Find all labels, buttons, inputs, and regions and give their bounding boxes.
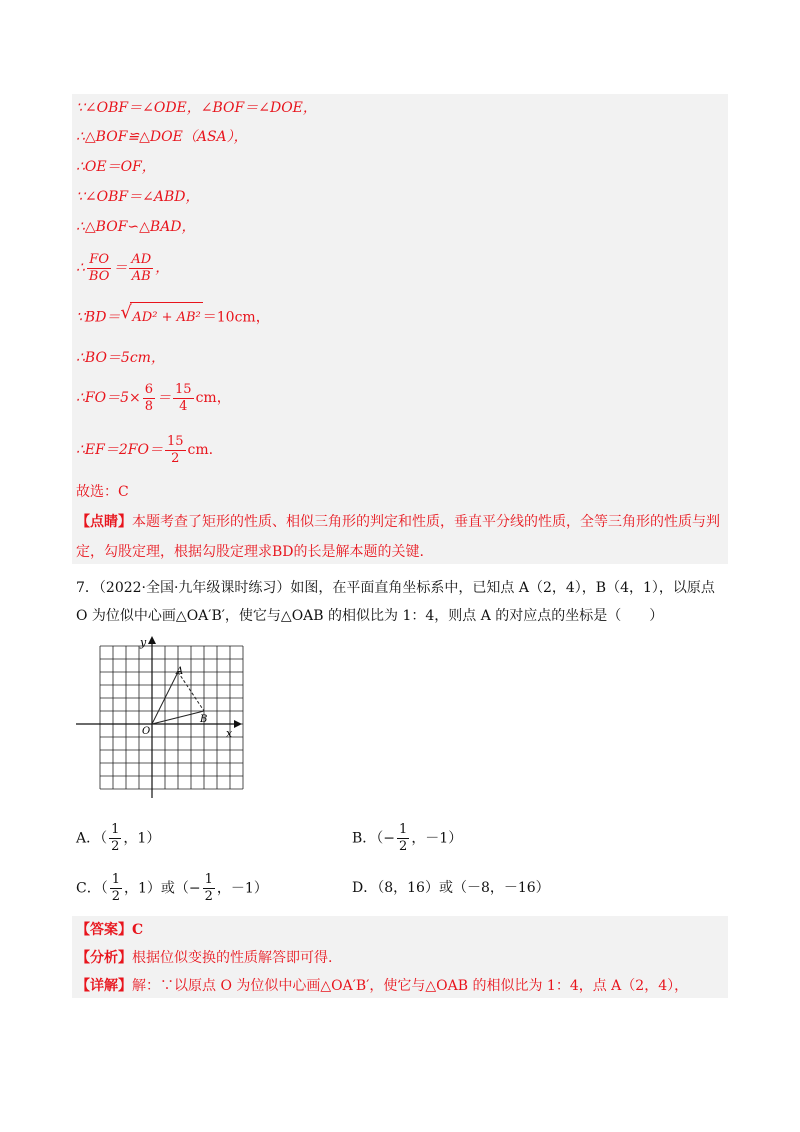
x-axis-arrow bbox=[234, 720, 242, 728]
option-c-label: C． bbox=[76, 880, 101, 897]
comment-line-1 bbox=[76, 512, 720, 532]
question-line-2: O 为位似中心画△OA′B′，使它与△OAB 的相似比为 1：4，则点 A 的对应点的坐标是（ ） bbox=[76, 608, 664, 624]
option-b-open: （− bbox=[376, 830, 396, 847]
y-axis-label: y bbox=[140, 636, 147, 649]
option-a bbox=[76, 822, 160, 855]
solution-line-1: ∵∠OBF＝∠ODE，∠BOF＝∠DOE， bbox=[76, 100, 317, 116]
option-b-label: B． bbox=[352, 830, 377, 847]
solution-line-8: ∴BO＝5cm， bbox=[76, 350, 165, 366]
frac-den: BO bbox=[88, 268, 110, 284]
option-d-text: （8，16）或（－8，－16） bbox=[377, 880, 550, 896]
l9-pre: ∴FO＝5× bbox=[76, 390, 141, 406]
question-line-1: 7．（2022·全国·九年级课时练习）如图，在平面直角坐标系中，已知点 A（2，4），B（4，1），以原点 bbox=[76, 580, 715, 596]
frac-num: FO bbox=[87, 252, 111, 269]
l6-pre: ∴ bbox=[76, 260, 85, 276]
l6-eq: ＝ bbox=[113, 260, 128, 276]
l7-pre: ∵BD＝ bbox=[76, 309, 121, 326]
l10-pre: ∴EF＝2FO＝ bbox=[76, 442, 163, 458]
option-a-open: （ bbox=[100, 830, 108, 847]
y-axis-arrow bbox=[148, 636, 156, 644]
frac-den: 2 bbox=[171, 450, 180, 466]
point-a-label: A bbox=[176, 666, 184, 677]
analysis-tag: 【分析】 bbox=[76, 950, 132, 966]
detail-text: 解：∵以原点 O 为位似中心画△OA′B′，使它与△OAB 的相似比为 1：4，点 A（2，4）， bbox=[132, 978, 689, 994]
frac-den: 2 bbox=[399, 839, 408, 854]
option-a-fraction bbox=[109, 822, 121, 855]
solution-line-5: ∴△BOF∽△BAD， bbox=[76, 219, 196, 235]
analysis-line bbox=[76, 948, 332, 968]
frac-den: 8 bbox=[144, 398, 154, 414]
frac-num: 1 bbox=[111, 822, 120, 837]
option-b-rest: ，－1） bbox=[411, 830, 463, 847]
detail-line bbox=[76, 976, 688, 996]
fraction-6-8 bbox=[143, 382, 155, 415]
option-c-mid: ，1）或（− bbox=[124, 880, 201, 897]
l6-post: ， bbox=[155, 260, 170, 276]
frac-num: 1 bbox=[399, 822, 408, 837]
frac-num: 6 bbox=[144, 381, 154, 397]
frac-num: 1 bbox=[204, 872, 213, 887]
frac-num: 15 bbox=[175, 381, 192, 397]
option-d-label: D． bbox=[352, 880, 378, 896]
solution-line-7 bbox=[76, 302, 270, 333]
fraction-15-4 bbox=[173, 382, 194, 415]
frac-den: 4 bbox=[179, 398, 188, 414]
solution-line-9 bbox=[76, 378, 231, 418]
solution-line-6 bbox=[76, 248, 169, 288]
origin-label: O bbox=[142, 726, 151, 737]
solution-line-2: ∴△BOF≌△DOE（ASA）， bbox=[76, 129, 248, 145]
solution-choice: 故选：C bbox=[76, 484, 129, 500]
fraction-ad-ab bbox=[129, 252, 153, 285]
point-b-label: B bbox=[200, 714, 208, 725]
option-b-fraction bbox=[397, 822, 409, 855]
answer-tag: 【答案】 bbox=[76, 922, 132, 938]
frac-den: AB bbox=[131, 268, 151, 284]
option-a-rest: ，1） bbox=[123, 830, 161, 847]
answer-line bbox=[76, 920, 143, 940]
fraction-fo-bo bbox=[87, 252, 111, 285]
grid-lines bbox=[100, 646, 243, 789]
detail-tag: 【详解】 bbox=[76, 978, 132, 994]
option-b bbox=[352, 822, 462, 855]
frac-den: 2 bbox=[111, 889, 120, 904]
option-c-open: （ bbox=[100, 880, 108, 897]
comment-text-1: 本题考查了矩形的性质、相似三角形的判定和性质，垂直平分线的性质，全等三角形的性质与判 bbox=[132, 514, 720, 530]
analysis-text: 根据位似变换的性质解答即可得. bbox=[132, 950, 333, 966]
l7-post: ＝10cm， bbox=[202, 309, 270, 326]
option-c-rest: ，－1） bbox=[216, 880, 268, 897]
option-c-fraction-2 bbox=[203, 872, 215, 905]
coordinate-grid-figure bbox=[74, 634, 244, 802]
sqrt-radicand: AD² + AB² bbox=[130, 302, 202, 333]
option-c bbox=[76, 872, 268, 905]
comment-tag: 【点睛】 bbox=[76, 514, 132, 530]
l9-post: cm， bbox=[195, 390, 231, 406]
fraction-15-2 bbox=[165, 434, 186, 467]
frac-den: 2 bbox=[111, 839, 120, 854]
option-c-fraction-1 bbox=[110, 872, 122, 905]
frac-num: 1 bbox=[111, 872, 120, 887]
frac-num: AD bbox=[131, 251, 152, 267]
answer-value: C bbox=[132, 922, 144, 938]
frac-num: 15 bbox=[166, 433, 184, 449]
solution-line-4: ∵∠OBF＝∠ABD， bbox=[76, 189, 200, 205]
comment-line-2: 定，勾股定理，根据勾股定理求BD的长是解本题的关键. bbox=[76, 544, 424, 560]
solution-line-3: ∴OE＝OF， bbox=[76, 159, 156, 175]
l10-post: cm. bbox=[187, 442, 214, 458]
option-d bbox=[352, 878, 550, 898]
sqrt-symbol: √ bbox=[120, 302, 132, 323]
solution-line-10 bbox=[76, 430, 213, 470]
frac-den: 2 bbox=[204, 889, 213, 904]
option-a-label: A． bbox=[76, 830, 101, 847]
l9-eq: ＝ bbox=[157, 390, 172, 406]
sqrt-expression bbox=[120, 302, 202, 333]
x-axis-label: x bbox=[226, 727, 233, 740]
